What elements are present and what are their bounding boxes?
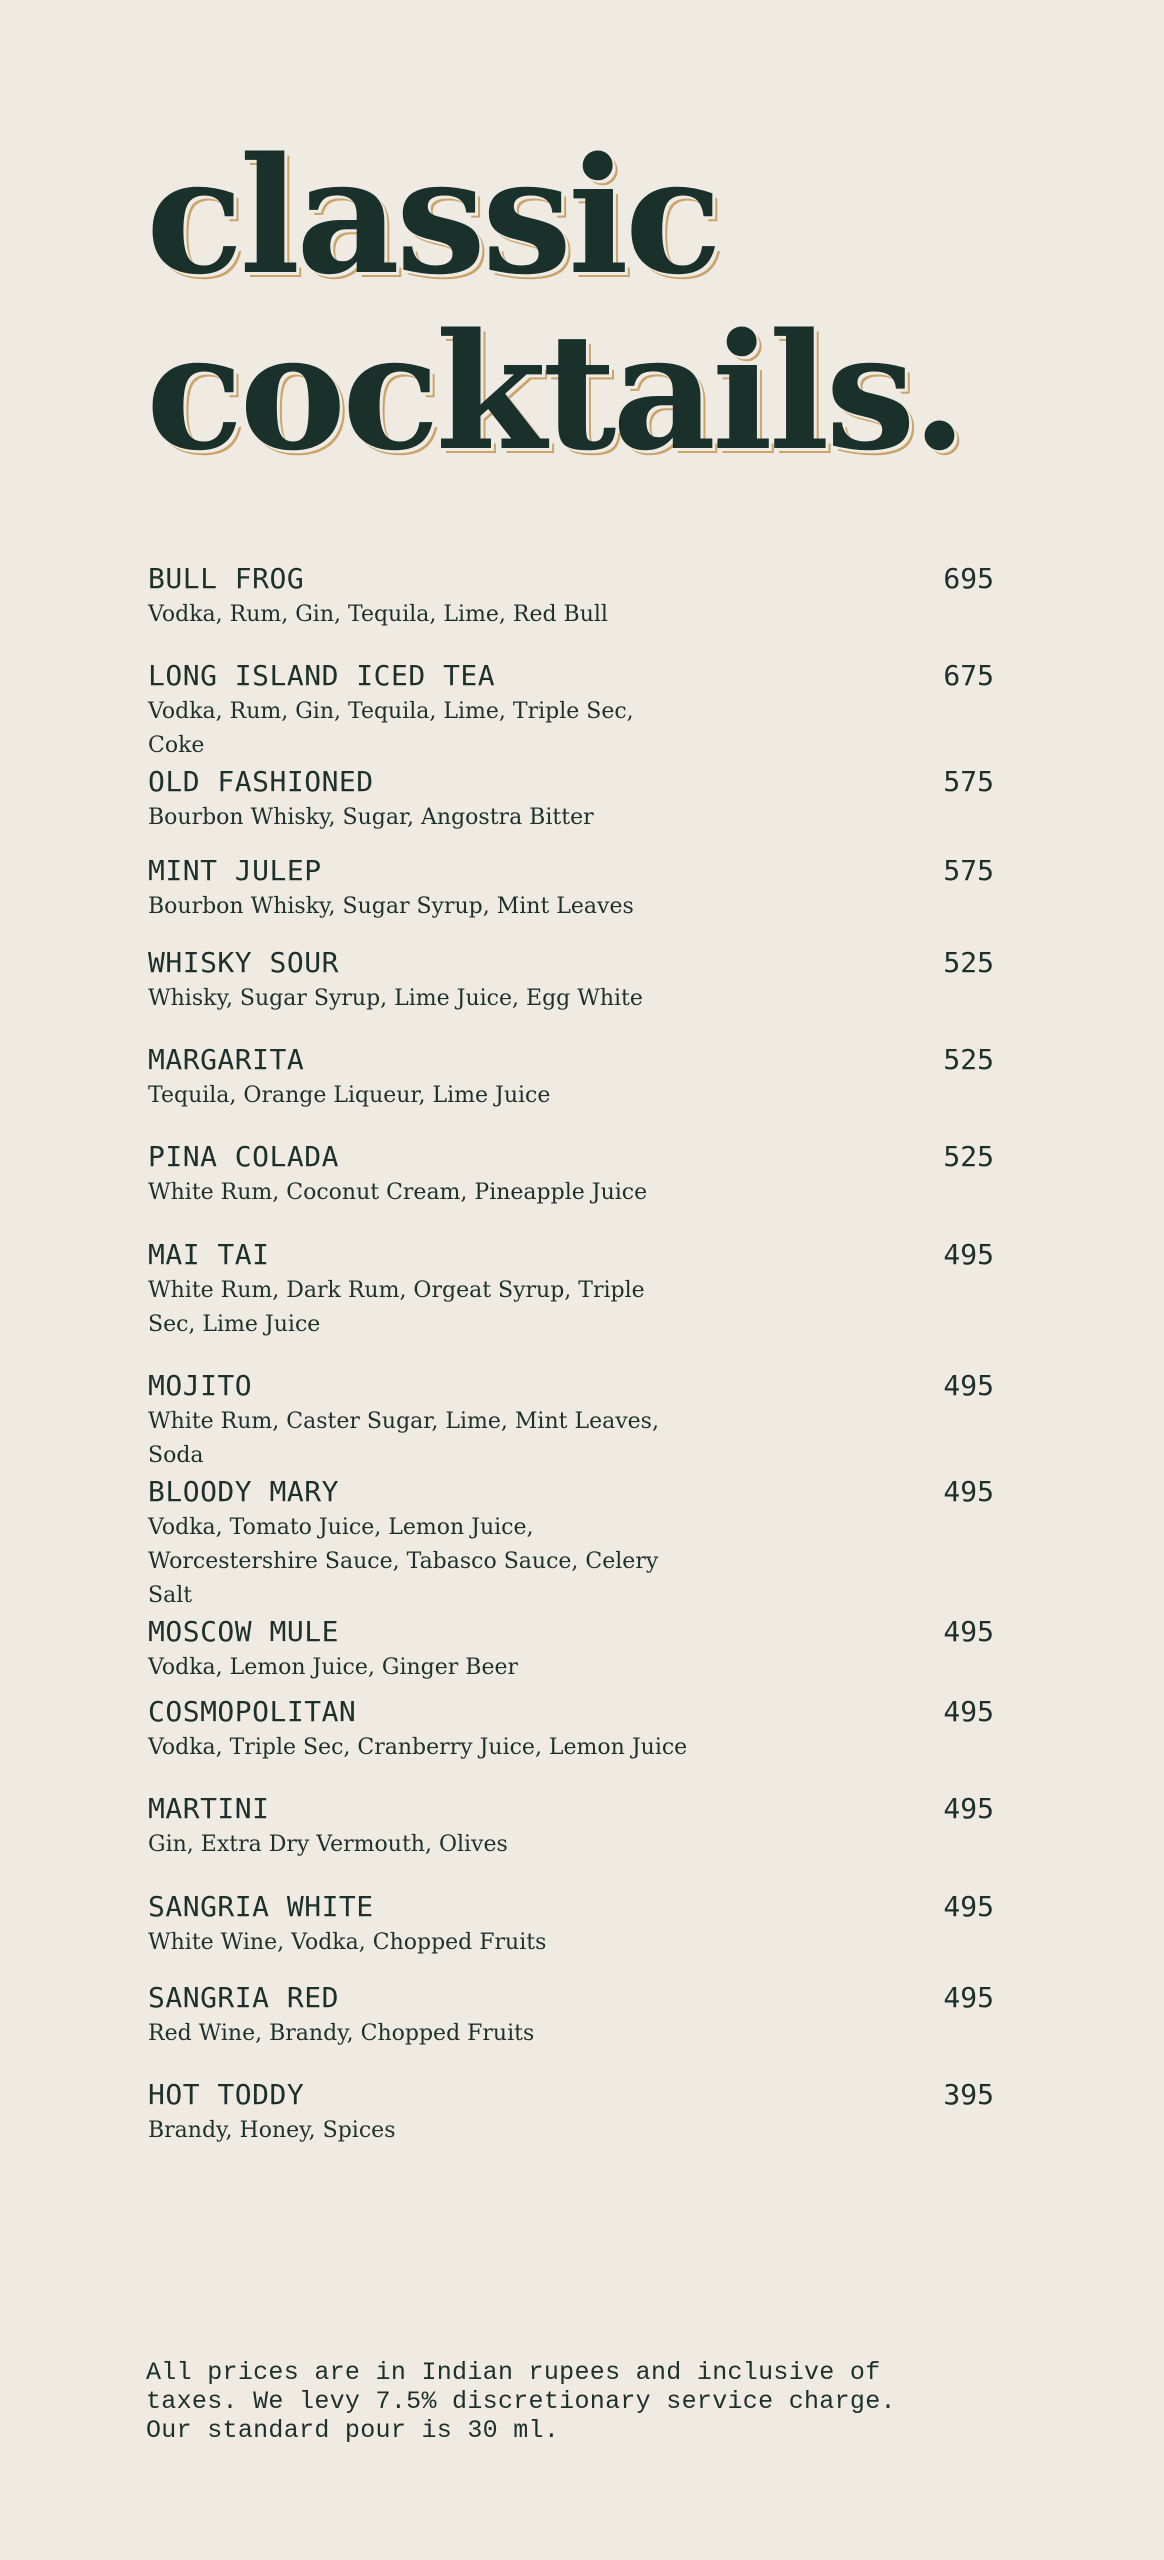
- menu-item-price: 495: [943, 1475, 994, 1508]
- menu-item-price: 495: [943, 1238, 994, 1271]
- menu-item-price: 525: [943, 1043, 994, 1076]
- pricing-note-line-3: Our standard pour is 30 ml.: [146, 2416, 560, 2445]
- menu-item-description: Brandy, Honey, Spices: [148, 2118, 396, 2143]
- menu-item: [148, 852, 994, 924]
- menu-item-name: SANGRIA RED: [148, 1981, 339, 2014]
- menu-item: [148, 1367, 994, 1473]
- menu-item-description: Vodka, Triple Sec, Cranberry Juice, Lemon Juice: [148, 1735, 688, 1760]
- menu-item-price: 695: [943, 562, 994, 595]
- menu-item-price: 495: [943, 1695, 994, 1728]
- menu-item-name: MARTINI: [148, 1792, 270, 1825]
- menu-item-description: White Rum, Caster Sugar, Lime, Mint Leaves, Soda: [148, 1409, 659, 1468]
- menu-item-name: OLD FASHIONED: [148, 765, 374, 798]
- menu-item-name: PINA COLADA: [148, 1140, 339, 1173]
- menu-item-price: 495: [943, 1890, 994, 1923]
- menu-item: [148, 2076, 994, 2148]
- pricing-note-line-2: taxes. We levy 7.5% discretionary service charge.: [146, 2387, 896, 2416]
- menu-item-description: Whisky, Sugar Syrup, Lime Juice, Egg White: [148, 986, 643, 1011]
- menu-item-price: 575: [943, 765, 994, 798]
- menu-item-description: Vodka, Rum, Gin, Tequila, Lime, Triple Sec, Coke: [148, 699, 634, 758]
- menu-item: [148, 1888, 994, 1960]
- menu-item-name: MAI TAI: [148, 1238, 270, 1271]
- menu-item: [148, 657, 994, 763]
- menu-item: [148, 1041, 994, 1113]
- menu-item-name: MINT JULEP: [148, 854, 322, 887]
- menu-item-name: WHISKY SOUR: [148, 946, 339, 979]
- menu-item-description: White Rum, Dark Rum, Orgeat Syrup, Triple Sec, Lime Juice: [148, 1278, 645, 1337]
- menu-item-description: White Rum, Coconut Cream, Pineapple Juice: [148, 1180, 648, 1205]
- menu-item-name: HOT TODDY: [148, 2078, 305, 2111]
- menu-item-description: Vodka, Rum, Gin, Tequila, Lime, Red Bull: [148, 602, 608, 627]
- menu-item-price: 525: [943, 1140, 994, 1173]
- menu-item: [148, 1613, 994, 1685]
- menu-item-price: 495: [943, 1792, 994, 1825]
- menu-item-price: 395: [943, 2078, 994, 2111]
- menu-item-name: MOJITO: [148, 1369, 253, 1402]
- menu-item: [148, 1138, 994, 1210]
- menu-item-name: COSMOPOLITAN: [148, 1695, 357, 1728]
- menu-item-description: Red Wine, Brandy, Chopped Fruits: [148, 2021, 535, 2046]
- pricing-note: [146, 2358, 946, 2445]
- menu-item-name: SANGRIA WHITE: [148, 1890, 374, 1923]
- menu-item-price: 675: [943, 659, 994, 692]
- menu-item: [148, 1236, 994, 1342]
- menu-item: [148, 763, 994, 835]
- menu-item-description: Vodka, Tomato Juice, Lemon Juice, Worcestershire Sauce, Tabasco Sauce, Celery Salt: [148, 1515, 659, 1608]
- page-title: [146, 122, 964, 486]
- menu-item-description: Bourbon Whisky, Sugar, Angostra Bitter: [148, 805, 594, 830]
- menu-item: [148, 1790, 994, 1862]
- menu-item-name: MOSCOW MULE: [148, 1615, 339, 1648]
- page-title-line-1: classic: [146, 122, 719, 310]
- menu-item-description: Bourbon Whisky, Sugar Syrup, Mint Leaves: [148, 894, 634, 919]
- menu-item-description: Vodka, Lemon Juice, Ginger Beer: [148, 1655, 518, 1680]
- menu-item-name: BLOODY MARY: [148, 1475, 339, 1508]
- menu-item-description: Tequila, Orange Liqueur, Lime Juice: [148, 1083, 551, 1108]
- menu-item-price: 525: [943, 946, 994, 979]
- menu-item-price: 495: [943, 1369, 994, 1402]
- cocktail-menu-list: [148, 560, 994, 2148]
- menu-item-description: Gin, Extra Dry Vermouth, Olives: [148, 1832, 508, 1857]
- menu-item: [148, 944, 994, 1016]
- menu-item: [148, 560, 994, 632]
- menu-item: [148, 1473, 994, 1613]
- menu-item-name: LONG ISLAND ICED TEA: [148, 659, 496, 692]
- menu-item-name: MARGARITA: [148, 1043, 305, 1076]
- menu-item: [148, 1979, 994, 2051]
- menu-item-price: 495: [943, 1981, 994, 2014]
- menu-item-description: White Wine, Vodka, Chopped Fruits: [148, 1930, 547, 1955]
- menu-item-price: 495: [943, 1615, 994, 1648]
- pricing-note-line-1: All prices are in Indian rupees and inclusive of: [146, 2358, 881, 2387]
- page-title-line-2: cocktails.: [146, 298, 964, 486]
- menu-item-name: BULL FROG: [148, 562, 305, 595]
- menu-item-price: 575: [943, 854, 994, 887]
- menu-item: [148, 1693, 994, 1765]
